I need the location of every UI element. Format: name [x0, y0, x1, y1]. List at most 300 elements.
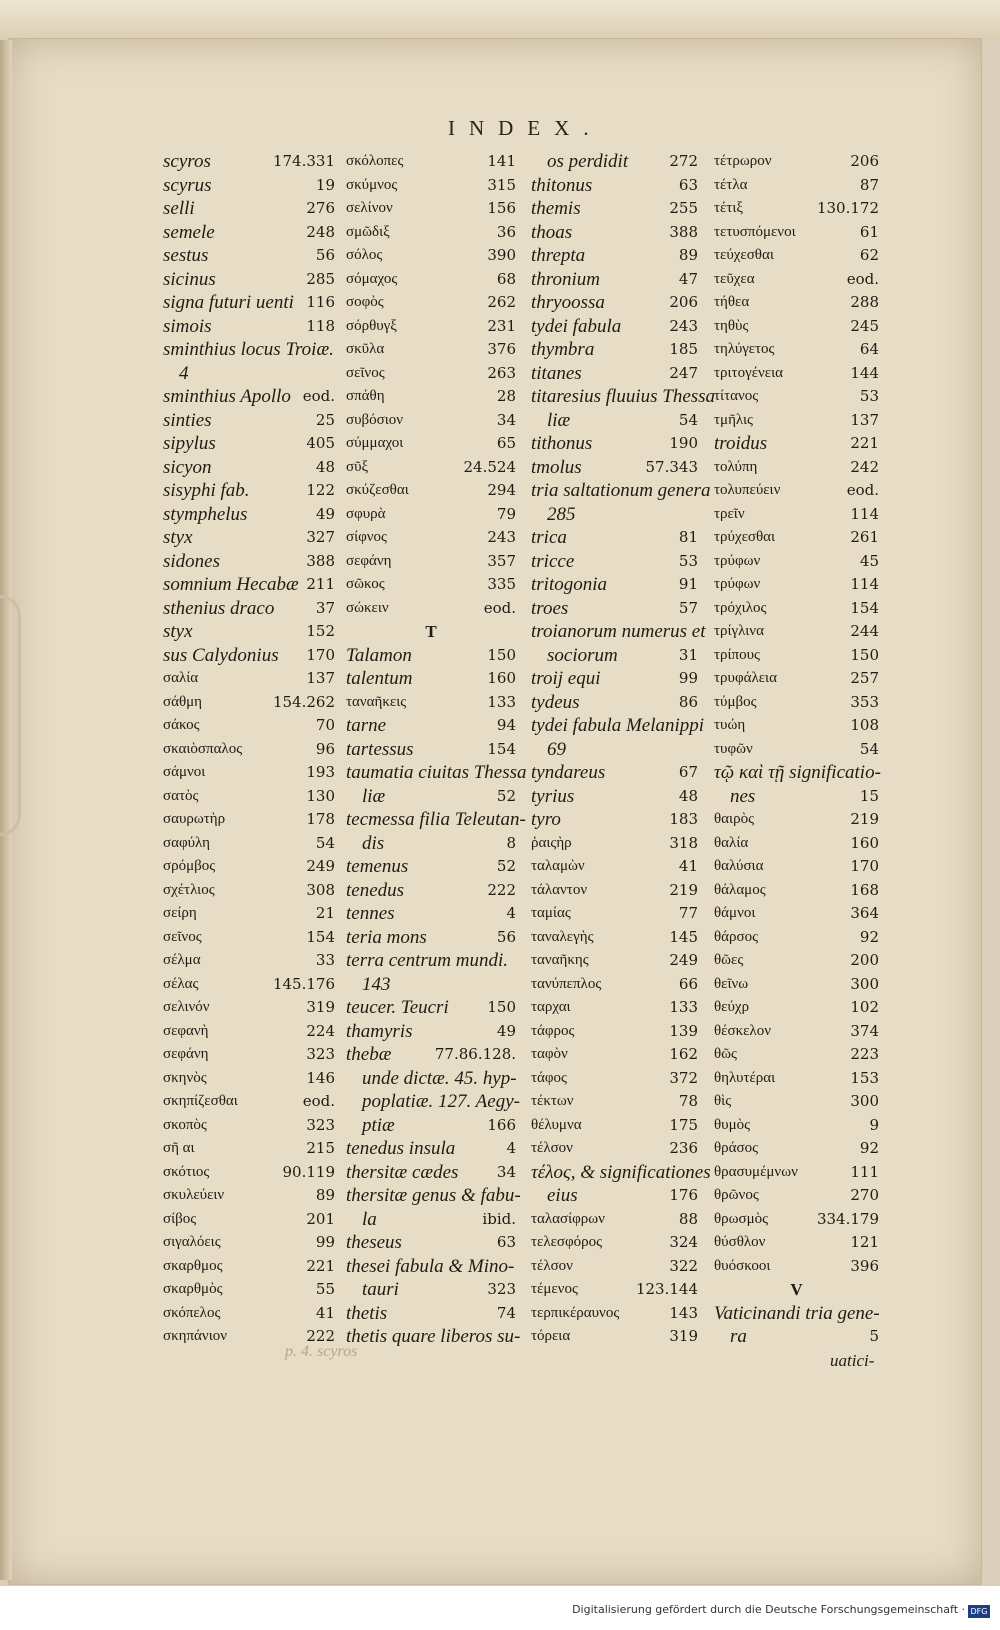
index-entry	[163, 667, 335, 691]
entry-page-ref: 143	[669, 1303, 698, 1322]
entry-term: tyro	[531, 809, 561, 830]
index-entry	[531, 1137, 698, 1161]
index-entry	[531, 1208, 698, 1232]
index-entry	[163, 409, 335, 433]
entry-page-ref: 68	[496, 269, 516, 288]
entry-term: τεῦχεα	[714, 270, 755, 287]
index-entry	[531, 291, 698, 315]
entry-term: sicyon	[163, 456, 212, 478]
entry-page-ref: eod.	[302, 1092, 335, 1110]
entry-page-ref: 21	[315, 904, 335, 922]
entry-page-ref: 257	[850, 669, 879, 687]
entry-term: θύσθλον	[714, 1234, 766, 1250]
entry-term: ταναῆκης	[531, 952, 589, 968]
entry-term: tartessus	[346, 738, 414, 760]
index-column-3	[531, 150, 716, 1349]
index-entry	[346, 268, 516, 292]
index-entry	[346, 714, 516, 738]
entry-term: τερπικέραυνος	[531, 1304, 620, 1321]
entry-term: tydei fabula	[531, 315, 622, 337]
entry-page-ref: 247	[669, 363, 698, 382]
entry-term: τριτογένεια	[714, 364, 783, 381]
index-entry	[531, 315, 698, 339]
entry-term: sestus	[163, 245, 209, 266]
index-column-4	[714, 150, 879, 1349]
entry-term: σχέτλιος	[163, 881, 215, 898]
entry-page-ref: 91	[678, 575, 698, 593]
index-entry	[714, 315, 879, 339]
entry-term: somnium Hecabæ	[163, 574, 299, 595]
entry-term: thoas	[531, 221, 573, 243]
entry-page-ref: 54	[315, 833, 335, 852]
index-entry	[346, 1184, 521, 1208]
index-entry	[714, 949, 879, 973]
entry-page-ref: 219	[850, 810, 879, 828]
index-entry	[531, 926, 698, 950]
index-entry	[346, 667, 516, 691]
entry-term: tricce	[531, 550, 575, 572]
entry-term: tenedus	[346, 879, 405, 901]
entry-page-ref: 315	[487, 175, 516, 194]
entry-term: unde dictæ. 45. hyp-	[362, 1067, 517, 1089]
entry-page-ref: 160	[487, 669, 516, 687]
index-entry	[531, 550, 698, 574]
entry-page-ref: 45	[859, 551, 879, 570]
entry-term: θεύχρ	[714, 999, 750, 1015]
index-entry	[346, 597, 516, 621]
entry-term: σάκος	[163, 717, 200, 733]
entry-term: θράσος	[714, 1140, 759, 1156]
index-entry	[714, 268, 879, 292]
index-entry	[346, 644, 516, 668]
entry-term: σελινόν	[163, 999, 210, 1015]
entry-page-ref: 300	[850, 974, 879, 993]
entry-term: σκύζεσθαι	[346, 482, 409, 498]
entry-term: θρασυμέμνων	[714, 1163, 798, 1180]
entry-page-ref: eod.	[302, 387, 335, 405]
index-entry	[531, 573, 698, 597]
entry-term: tyndareus	[531, 762, 606, 783]
index-entry	[163, 1302, 335, 1326]
entry-page-ref: 327	[306, 528, 335, 546]
entry-term: ταναλεγὴς	[531, 928, 594, 945]
entry-page-ref: 206	[669, 293, 698, 311]
index-entry	[714, 1255, 879, 1279]
entry-page-ref: eod.	[846, 481, 879, 499]
index-entry	[346, 855, 516, 879]
index-entry	[163, 338, 335, 362]
entry-page-ref: 133	[669, 998, 698, 1016]
entry-term: σείρη	[163, 905, 197, 921]
index-entry	[531, 1184, 698, 1208]
entry-term: τμῆλις	[714, 411, 753, 428]
entry-page-ref: 357	[487, 551, 516, 570]
entry-term: sthenius draco	[163, 597, 275, 619]
entry-page-ref: 211	[306, 575, 335, 593]
index-entry	[346, 973, 516, 997]
index-entry	[531, 221, 698, 245]
index-entry	[714, 855, 879, 879]
entry-page-ref: 139	[669, 1021, 698, 1040]
entry-page-ref: 41	[678, 857, 698, 875]
entry-term: 69	[547, 738, 566, 760]
index-entry	[163, 150, 335, 174]
index-entry	[714, 902, 879, 926]
entry-term: θὶς	[714, 1093, 732, 1109]
entry-term: σμῶδιξ	[346, 223, 390, 240]
entry-term: τέμενος	[531, 1281, 578, 1297]
entry-page-ref: 215	[306, 1139, 335, 1157]
entry-term: tria saltationum genera	[531, 480, 711, 501]
entry-term: θάρσος	[714, 928, 759, 945]
entry-term: teria mons	[346, 926, 427, 948]
index-entry	[163, 620, 335, 644]
entry-term: σκυλεύειν	[163, 1187, 225, 1203]
entry-term: styx	[163, 527, 193, 548]
entry-term: nes	[730, 785, 756, 807]
entry-term: σκόπελος	[163, 1304, 221, 1321]
index-entry	[346, 244, 516, 268]
entry-term: ῥαιςὴρ	[531, 834, 572, 851]
index-entry	[714, 1067, 879, 1091]
index-entry	[163, 385, 335, 409]
index-entry	[714, 832, 879, 856]
entry-term: σεῖνος	[163, 928, 202, 945]
index-entry	[531, 667, 698, 691]
entry-page-ref: 49	[496, 1021, 516, 1040]
entry-page-ref: 4	[506, 1139, 516, 1157]
entry-term: τέτιξ	[714, 200, 744, 216]
entry-term: τρύφων	[714, 552, 761, 569]
index-entry	[714, 1161, 879, 1185]
entry-term: σύμμαχοι	[346, 435, 404, 451]
entry-page-ref: 77.86.128.	[434, 1045, 516, 1063]
entry-page-ref: 92	[859, 927, 879, 946]
entry-term: θρῶνος	[714, 1187, 759, 1203]
entry-term: tmolus	[531, 456, 582, 478]
entry-page-ref: 334.179	[816, 1209, 879, 1228]
entry-page-ref: 62	[859, 246, 879, 264]
entry-page-ref: 243	[487, 528, 516, 546]
entry-term: liæ	[362, 785, 386, 807]
entry-page-ref: 374	[850, 1021, 879, 1040]
index-entry	[714, 926, 879, 950]
entry-page-ref: 372	[669, 1068, 698, 1087]
entry-term: sminthius Apollo	[163, 386, 291, 407]
entry-page-ref: 99	[315, 1233, 335, 1251]
entry-term: tennes	[346, 903, 395, 924]
entry-term: σαλία	[163, 670, 199, 686]
index-entry	[714, 1231, 879, 1255]
entry-page-ref: 90.119	[282, 1162, 335, 1181]
entry-page-ref: 323	[306, 1115, 335, 1134]
entry-page-ref: 66	[678, 974, 698, 993]
entry-page-ref: 130	[306, 786, 335, 805]
entry-page-ref: 248	[306, 222, 335, 241]
entry-page-ref: 57	[678, 598, 698, 617]
index-entry	[714, 244, 879, 268]
entry-page-ref: 294	[487, 481, 516, 499]
index-entry	[531, 691, 698, 715]
entry-page-ref: 255	[669, 199, 698, 217]
entry-page-ref: 263	[487, 363, 516, 382]
index-entry	[346, 879, 516, 903]
entry-term: os perdidit	[547, 151, 629, 172]
entry-term: σκαιὸσπαλος	[163, 740, 243, 757]
entry-page-ref: 288	[850, 293, 879, 311]
index-entry	[714, 1020, 879, 1044]
entry-page-ref: 114	[850, 575, 879, 593]
index-entry	[163, 221, 335, 245]
entry-page-ref: 122	[306, 481, 335, 499]
entry-term: θρωσμὸς	[714, 1210, 769, 1227]
entry-term: σεῖνος	[346, 364, 385, 381]
entry-term: ταρχαι	[531, 999, 571, 1015]
entry-page-ref: 170	[306, 645, 335, 664]
faded-margin-note: p. 4. scyros	[285, 1343, 358, 1360]
index-entry	[531, 808, 698, 832]
index-entry	[346, 150, 516, 174]
index-entry	[714, 1090, 879, 1114]
entry-term: tydeus	[531, 691, 580, 713]
entry-page-ref: 308	[306, 880, 335, 899]
index-entry	[346, 174, 516, 198]
entry-term: thymbra	[531, 339, 595, 360]
entry-page-ref: 130.172	[816, 199, 879, 217]
index-entry	[163, 362, 335, 386]
index-entry	[163, 1043, 335, 1067]
entry-term: σώκειν	[346, 599, 389, 616]
entry-page-ref: 52	[496, 786, 516, 805]
entry-term: sinties	[163, 409, 212, 431]
entry-term: taumatia ciuitas Thessa	[346, 762, 527, 783]
index-entry	[163, 644, 335, 668]
entry-term: θαλία	[714, 834, 749, 851]
index-entry	[714, 385, 879, 409]
entry-page-ref: 396	[850, 1256, 879, 1275]
index-entry	[163, 244, 335, 268]
entry-page-ref: 79	[496, 504, 516, 523]
catchword: uatici-	[830, 1351, 875, 1370]
entry-term: Talamon	[346, 644, 412, 666]
entry-term: troianorum numerus et	[531, 621, 706, 642]
index-entry	[346, 385, 516, 409]
entry-term: τελεσφόρος	[531, 1234, 603, 1250]
entry-page-ref: 47	[678, 269, 698, 288]
index-entry	[346, 996, 516, 1020]
entry-page-ref: 285	[306, 269, 335, 288]
entry-term: τάφρος	[531, 1022, 575, 1039]
index-entry	[714, 338, 879, 362]
index-column-1	[163, 150, 335, 1349]
entry-term: ταφὸν	[531, 1046, 568, 1062]
entry-term: la	[362, 1208, 377, 1230]
entry-page-ref: 261	[850, 528, 879, 546]
index-entry	[163, 1067, 335, 1091]
entry-page-ref: 141	[487, 152, 516, 170]
index-entry	[714, 432, 879, 456]
entry-term: τρυφάλεια	[714, 670, 777, 686]
entry-page-ref: 154	[487, 739, 516, 758]
index-entry	[531, 338, 698, 362]
index-entry	[163, 879, 335, 903]
entry-page-ref: 185	[669, 340, 698, 358]
entry-page-ref: 152	[306, 622, 335, 640]
entry-term: θυόσκοοι	[714, 1257, 771, 1274]
entry-page-ref: 56	[496, 927, 516, 946]
entry-term: thetis	[346, 1302, 388, 1324]
index-entry	[714, 291, 879, 315]
index-entry	[531, 174, 698, 198]
entry-term: sociorum	[547, 644, 618, 666]
entry-page-ref: 176	[669, 1186, 698, 1204]
index-entry	[346, 832, 516, 856]
index-entry	[714, 1114, 879, 1138]
entry-term: tritogonia	[531, 574, 608, 595]
entry-page-ref: 272	[669, 152, 698, 170]
index-entry	[346, 291, 516, 315]
entry-term: teucer. Teucri	[346, 997, 449, 1018]
entry-page-ref: 31	[678, 645, 698, 664]
index-entry	[163, 526, 335, 550]
entry-term: τεύχεσθαι	[714, 247, 774, 263]
entry-page-ref: 89	[315, 1186, 335, 1204]
entry-term: τηθὺς	[714, 317, 749, 334]
entry-term: 4	[179, 362, 189, 384]
entry-page-ref: 64	[859, 340, 879, 358]
entry-term: θάμνοι	[714, 905, 756, 921]
index-entry	[531, 1231, 698, 1255]
entry-term: dis	[362, 832, 385, 854]
entry-term: σκαρθμὸς	[163, 1281, 223, 1297]
entry-page-ref: 96	[315, 739, 335, 758]
entry-term: θάλαμος	[714, 881, 766, 898]
entry-page-ref: 116	[306, 293, 335, 311]
index-entry	[163, 291, 335, 315]
entry-page-ref: 57.343	[645, 457, 698, 476]
entry-page-ref: 34	[496, 410, 516, 429]
entry-page-ref: 121	[850, 1233, 879, 1251]
section-letter: V	[790, 1280, 803, 1299]
entry-term: trica	[531, 527, 567, 548]
index-entry	[714, 1325, 879, 1349]
index-entry	[163, 714, 335, 738]
entry-page-ref: 78	[678, 1092, 698, 1110]
index-entry	[346, 761, 527, 785]
index-entry	[531, 738, 698, 762]
entry-term: scyrus	[163, 174, 212, 196]
entry-term: tecmessa filia Teleutan-	[346, 809, 526, 830]
index-entry	[714, 714, 879, 738]
entry-term: 143	[362, 973, 391, 995]
entry-page-ref: 133	[487, 692, 516, 711]
index-entry	[714, 691, 879, 715]
index-entry	[714, 597, 879, 621]
entry-term: tithonus	[531, 433, 593, 454]
entry-term: τρίπους	[714, 646, 760, 663]
entry-term: τῷ καὶ τῇ significatio-	[714, 762, 881, 783]
entry-page-ref: 150	[487, 645, 516, 664]
entry-term: τάλαντον	[531, 881, 588, 898]
entry-page-ref: 300	[850, 1092, 879, 1110]
entry-page-ref: 166	[487, 1115, 516, 1134]
index-entry	[346, 1325, 521, 1349]
entry-page-ref: 175	[669, 1115, 698, 1134]
entry-term: τυώη	[714, 717, 746, 733]
entry-term: τολύπη	[714, 458, 758, 475]
index-entry	[531, 1020, 698, 1044]
index-entry	[531, 150, 698, 174]
index-entry	[163, 996, 335, 1020]
entry-term: poplatiæ. 127. Aegy-	[362, 1091, 520, 1112]
entry-term: σκηπάνιον	[163, 1328, 228, 1344]
entry-term: σῦξ	[346, 458, 369, 475]
index-entry	[163, 1231, 335, 1255]
index-entry	[714, 409, 879, 433]
entry-page-ref: 8	[506, 833, 516, 852]
entry-term: τρύφων	[714, 576, 761, 592]
entry-page-ref: 74	[496, 1303, 516, 1322]
entry-term: σάμνοι	[163, 764, 206, 780]
index-entry	[714, 1208, 879, 1232]
index-entry	[346, 1208, 516, 1232]
index-entry	[346, 926, 516, 950]
index-entry	[531, 949, 698, 973]
index-entry	[531, 996, 698, 1020]
entry-term: σίφνος	[346, 529, 388, 545]
index-entry	[346, 1278, 516, 1302]
index-entry	[163, 785, 335, 809]
entry-term: simois	[163, 315, 212, 337]
entry-page-ref: 242	[850, 457, 879, 476]
entry-page-ref: 178	[306, 810, 335, 828]
index-entry	[163, 1114, 335, 1138]
entry-page-ref: 33	[315, 951, 335, 969]
entry-term: σφυρὰ	[346, 505, 386, 522]
entry-page-ref: 144	[850, 363, 879, 382]
entry-term: θαλύσια	[714, 858, 764, 874]
index-entry	[163, 949, 335, 973]
entry-page-ref: 145.176	[272, 974, 335, 993]
entry-page-ref: 150	[850, 645, 879, 664]
index-entry	[346, 456, 516, 480]
entry-page-ref: 388	[306, 551, 335, 570]
entry-page-ref: 201	[306, 1209, 335, 1228]
entry-page-ref: 25	[315, 410, 335, 429]
index-entry	[163, 1090, 335, 1114]
entry-term: σκότιος	[163, 1163, 210, 1180]
entry-page-ref: 36	[496, 222, 516, 241]
entry-page-ref: 318	[669, 833, 698, 852]
entry-page-ref: 87	[859, 175, 879, 194]
index-entry	[346, 1043, 516, 1067]
entry-term: τέλσον	[531, 1140, 573, 1156]
entry-term: σκηπίζεσθαι	[163, 1093, 238, 1109]
entry-term: thersitæ genus & fabu-	[346, 1185, 521, 1206]
index-entry	[346, 1161, 516, 1185]
index-entry	[346, 1067, 516, 1091]
index-entry	[346, 1114, 516, 1138]
entry-term: τετυσπόμενοι	[714, 223, 796, 240]
entry-page-ref: 94	[496, 716, 516, 734]
index-entry	[714, 150, 879, 174]
entry-page-ref: 89	[678, 246, 698, 264]
entry-page-ref: eod.	[483, 598, 516, 617]
entry-page-ref: 249	[306, 857, 335, 875]
entry-term: θῶες	[714, 952, 744, 968]
index-entry	[714, 1184, 879, 1208]
index-entry	[531, 1067, 698, 1091]
